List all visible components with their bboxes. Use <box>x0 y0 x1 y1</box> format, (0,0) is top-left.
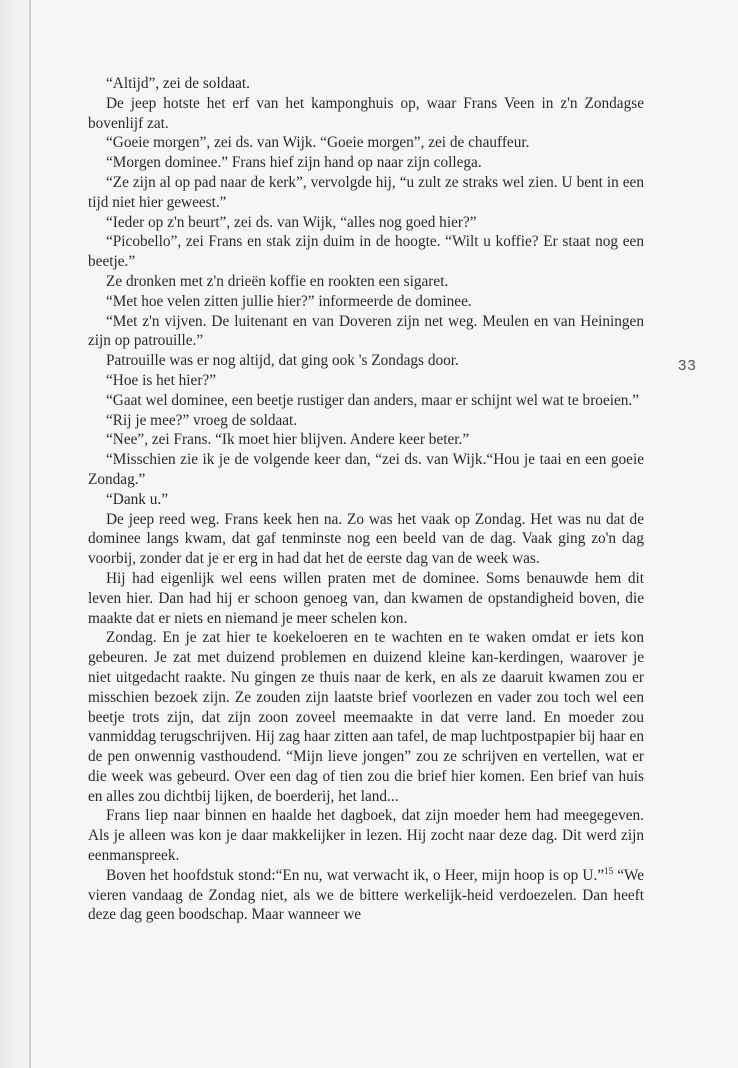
paragraph-text: Boven het hoofdstuk stond:“En nu, wat verwacht ik, o Heer, mijn hoop is op U.” <box>106 866 605 884</box>
paragraph: De jeep reed weg. Frans keek hen na. Zo was het vaak op Zondag. Het was nu dat de dominee langs kwam, dat gaf tenminste nog een beeld van de dag. Vaak ging zo'n dag voorbij, zonder dat je er erg in had dat het de eerste dag van de week was. <box>88 510 644 568</box>
paragraph: “Met hoe velen zitten jullie hier?” informeerde de dominee. <box>106 292 472 310</box>
paragraph: “Ieder op z'n beurt”, zei ds. van Wijk, “alles nog goed hier?” <box>106 213 477 231</box>
paragraph: “Nee”, zei Frans. “Ik moet hier blijven. Andere keer beter.” <box>106 431 470 449</box>
page-number: 33 <box>678 357 697 374</box>
paragraph: De jeep hotste het erf van het kamponghuis op, waar Frans Veen in z'n Zondagse bovenlijf zat. <box>88 94 644 132</box>
body-text <box>88 74 644 925</box>
paragraph: “Gaat wel dominee, een beetje rustiger dan anders, maar er schijnt wel wat te broeien.” <box>106 391 640 409</box>
paragraph: “Dank u.” <box>106 490 169 508</box>
paragraph-with-footnote <box>88 866 644 925</box>
paragraph: “Altijd”, zei de soldaat. <box>106 75 250 92</box>
paragraph: “Goeie morgen”, zei ds. van Wijk. “Goeie morgen”, zei de chauffeur. <box>106 134 530 152</box>
footnote-marker[interactable]: 15 <box>604 865 614 876</box>
page-binding-line <box>29 0 31 1068</box>
paragraph: Zondag. En je zat hier te koekeloeren en te wachten en te waken omdat er iets kon gebeuren. Je zat met duizend problemen en duizend kleine kan-kerdingen, waarover je niet uitgedacht raakte. Nu gingen ze thuis naar de kerk, en als ze daaruit kwamen zou er misschien bezoek zijn. Ze zouden zijn laatste brief voorlezen en vader zou toch wel een beetje trots zijn, dat zijn zoon zoveel meemaakte in dat verre land. En moeder zou vanmiddag terugschrijven. Hij zag haar zitten aan tafel, de map luchtpostpapier bij haar en de pen onwennig vasthoudend. “Mijn lieve jongen” zou ze schrijven en vertellen, wat er die week was gebeurd. Over een dag of tien zou die brief hier komen. Een brief van huis en alles zou dichtbij lijken, de boerderij, het land... <box>88 629 644 805</box>
paragraph: “Ze zijn al op pad naar de kerk”, vervolgde hij, “u zult ze straks wel zien. U bent in een tijd niet hier geweest.” <box>88 173 644 211</box>
paragraph: Patrouille was er nog altijd, dat ging ook 's Zondags door. <box>106 352 459 370</box>
paragraph: “Morgen dominee.” Frans hief zijn hand op naar zijn collega. <box>106 154 482 172</box>
paragraph: Hij had eigenlijk wel eens willen praten met de dominee. Soms benauwde hem dit leven hier. Dan had hij er schoon genoeg van, dan kwamen de opstandigheid boven, die maakte dat er niets en niemand je meer schelen kon. <box>88 569 644 627</box>
paragraph: “Rij je mee?” vroeg de soldaat. <box>106 411 298 429</box>
paragraph: Frans liep naar binnen en haalde het dagboek, dat zijn moeder hem had meegegeven. Als je alleen was kon je daar makkelijker in lezen. Hij zocht naar deze dag. Dit werd zijn eenmanspreek. <box>88 807 644 865</box>
paragraph-text: “We vieren vandaag de Zondag niet, als we de bittere werkelijk-heid verdoezelen. Dan heeft deze dag geen boodschap. Maar wanneer we <box>88 866 644 924</box>
paragraph: “Hoe is het hier?” <box>106 371 216 389</box>
paragraph: “Misschien zie ik je de volgende keer dan, “zei ds. van Wijk.“Hou je taai en een goeie Zondag.” <box>88 451 644 488</box>
paragraph: “Picobello”, zei Frans en stak zijn duim in de hoogte. “Wilt u koffie? Er staat nog een beetje.” <box>88 233 644 271</box>
paragraph: Ze dronken met z'n drieën koffie en rookten een sigaret. <box>106 272 449 290</box>
paragraph: “Met z'n vijven. De luitenant en van Doveren zijn net weg. Meulen en van Heiningen zijn op patrouille.” <box>88 312 644 350</box>
